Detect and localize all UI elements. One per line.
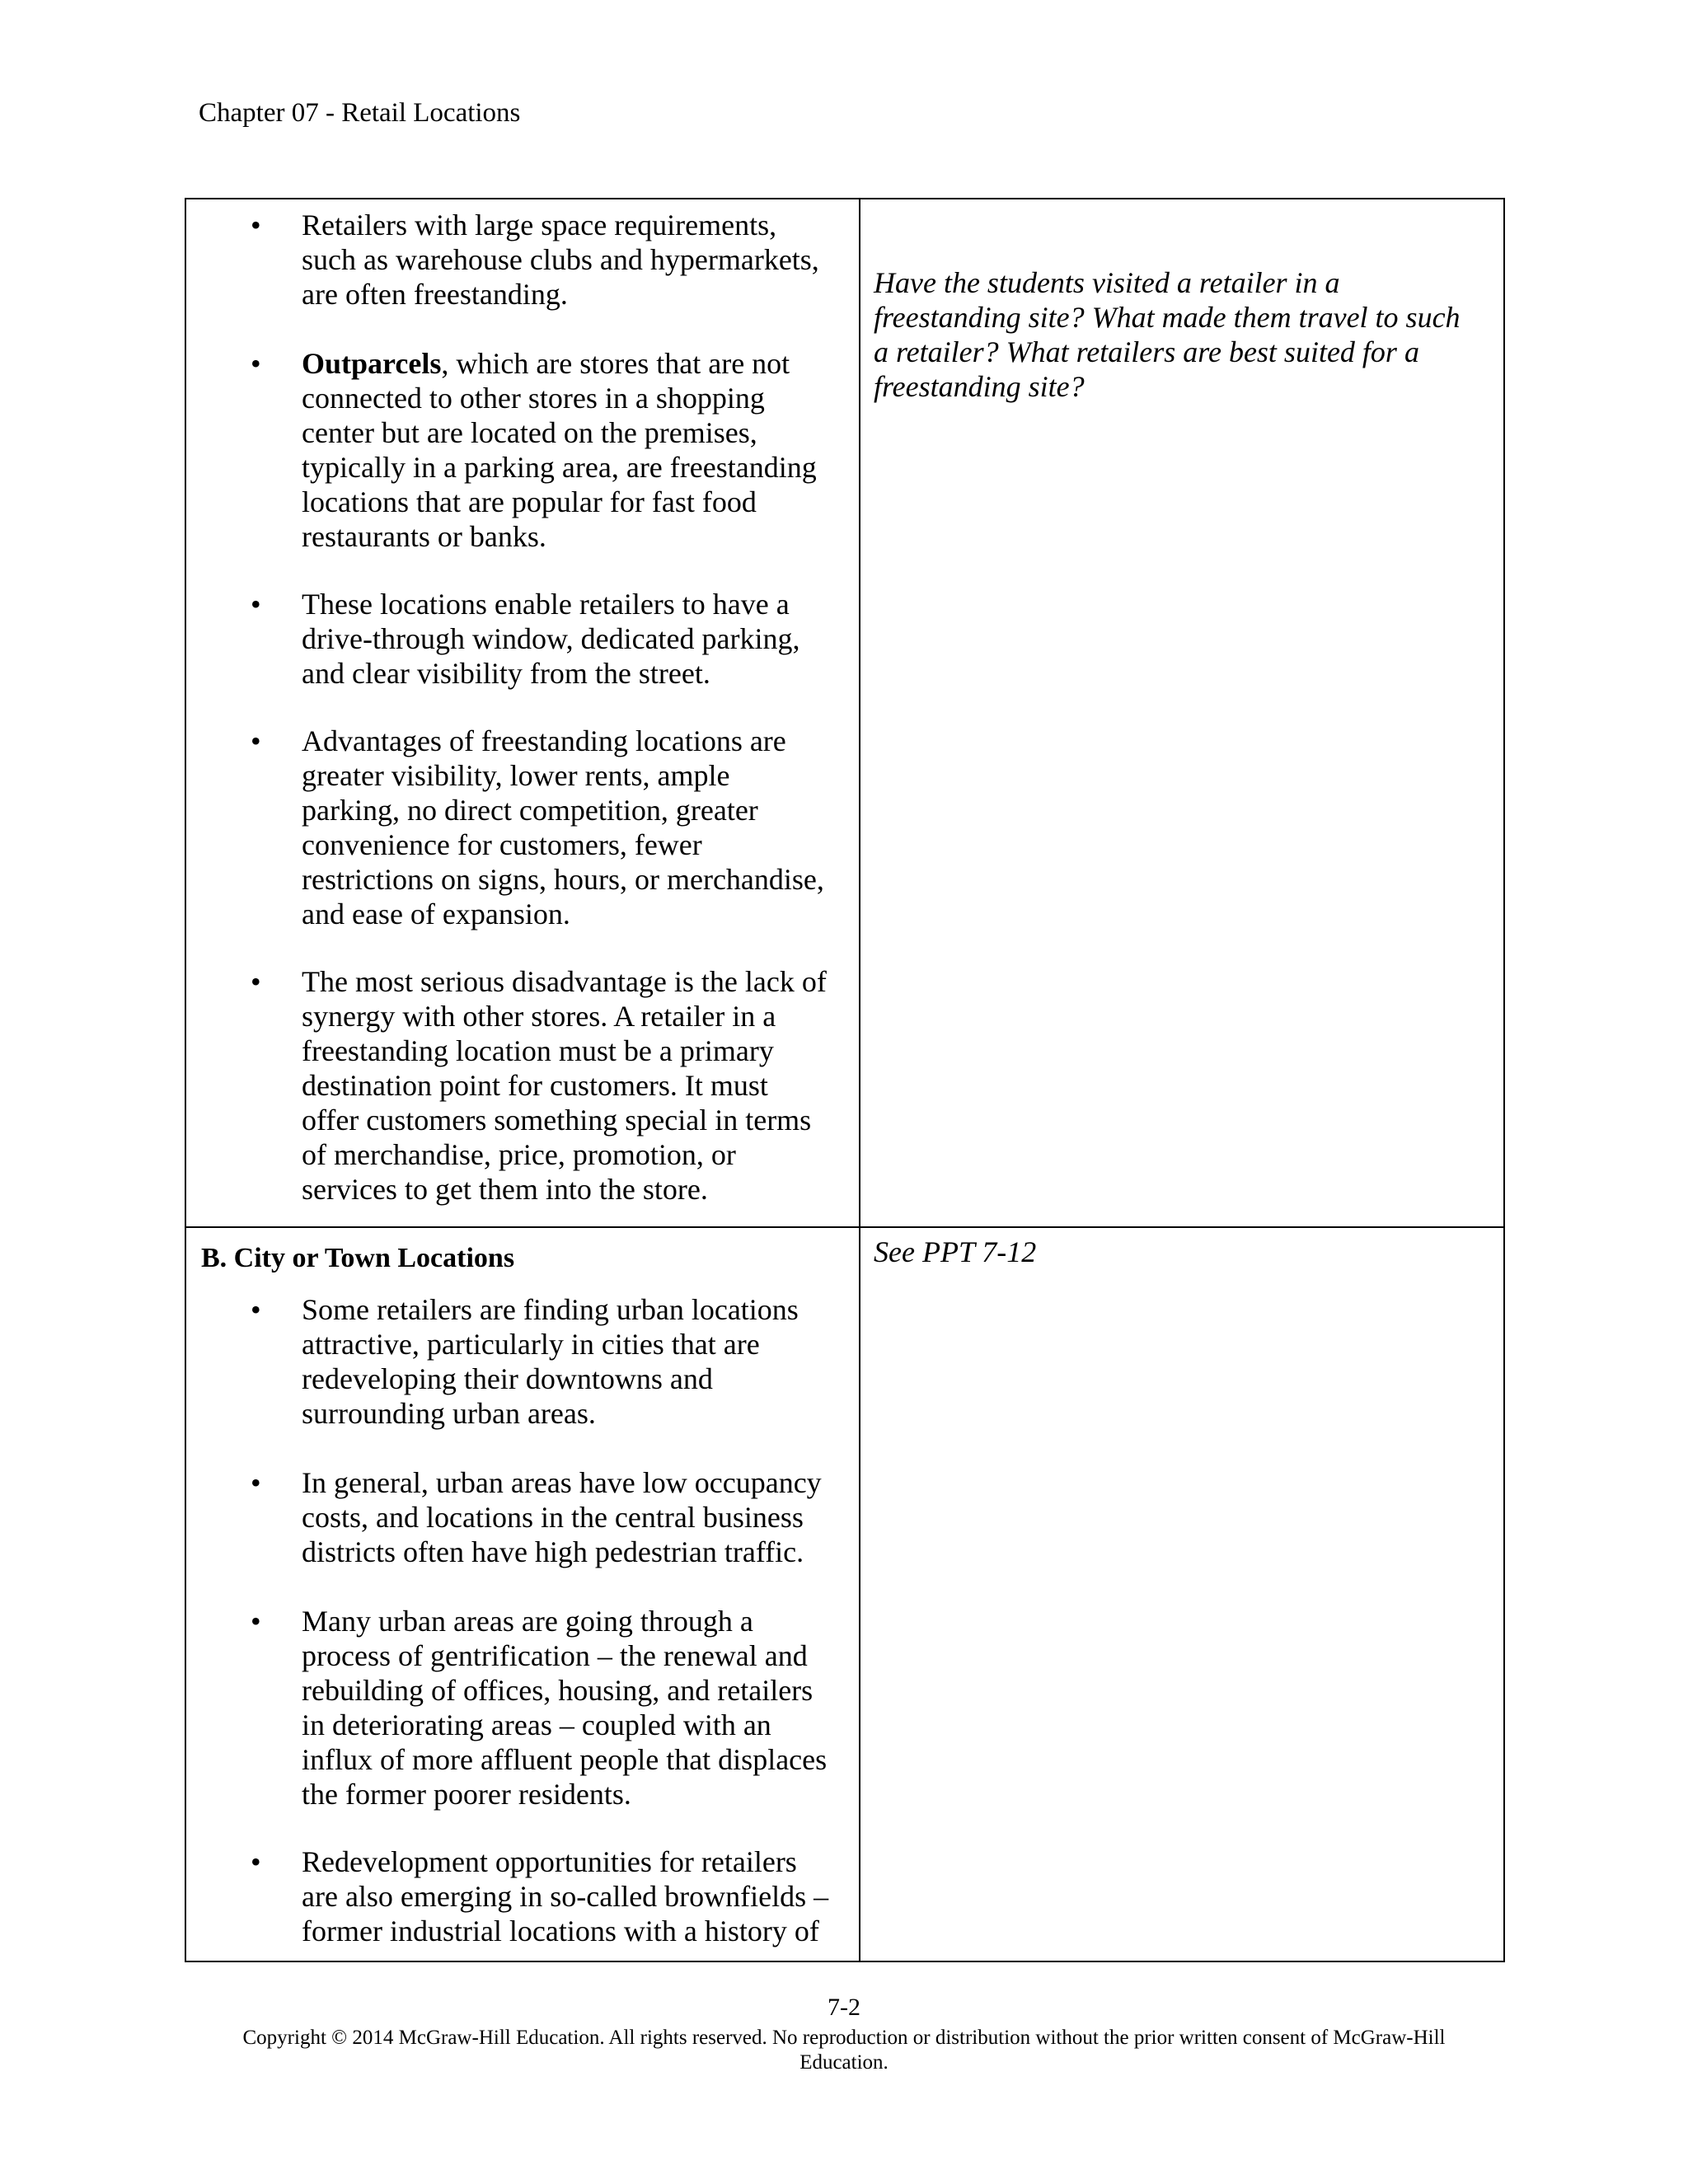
instructor-note: Have the students visited a retailer in a freestanding site? What made them travel to such a retailer? What retailers are best suited for a freestanding site? bbox=[874, 266, 1461, 403]
bullet-marker: • bbox=[251, 347, 261, 380]
list-item: The most serious disadvantage is the lack of synergy with other stores. A retailer in a freestanding location must be a primary destination point for customers. It must offer customers something special in terms of merchandise, price, promotion, or services to get them into the store. bbox=[302, 965, 827, 1206]
bullet-marker: • bbox=[251, 1466, 261, 1499]
list-item: In general, urban areas have low occupancy costs, and locations in the central business districts often have high pedestrian traffic. bbox=[302, 1466, 822, 1568]
bullet-marker: • bbox=[251, 724, 261, 757]
term-outparcels: Outparcels bbox=[302, 347, 442, 380]
ppt-reference: See PPT 7-12 bbox=[874, 1235, 1037, 1268]
bullet-marker: • bbox=[251, 1605, 261, 1638]
bullet-marker: • bbox=[251, 1293, 261, 1326]
bullet-marker: • bbox=[251, 209, 261, 241]
list-item: Retailers with large space requirements, such as warehouse clubs and hypermarkets, are often freestanding. bbox=[302, 209, 819, 311]
bullet-marker: • bbox=[251, 1845, 261, 1878]
list-item: Redevelopment opportunities for retailers are also emerging in so-called brownfields – former industrial locations with a history of bbox=[302, 1845, 829, 1947]
list-item: These locations enable retailers to have a drive-through window, dedicated parking, and clear visibility from the street. bbox=[302, 588, 800, 690]
section-heading: B. City or Town Locations bbox=[201, 1243, 515, 1273]
bullet-marker: • bbox=[251, 965, 261, 998]
row-divider bbox=[186, 1226, 1503, 1228]
content-table bbox=[185, 198, 1505, 1962]
list-item: Many urban areas are going through a process of gentrification – the renewal and rebuilding of offices, housing, and retailers in deteriorating areas – coupled with an influx of more affluent people that displaces the former poorer residents. bbox=[302, 1605, 828, 1811]
list-item: Outparcels, which are stores that are not connected to other stores in a shopping center but are located on the premises, typically in a parking area, are freestanding locations that are popular for fast food restaurants or banks. bbox=[302, 347, 817, 553]
bullet-marker: • bbox=[251, 588, 261, 621]
copyright-notice: Copyright © 2014 McGraw-Hill Education. All rights reserved. No reproduction or distribution without the prior written consent of McGraw-Hill Education. bbox=[242, 2027, 1446, 2074]
page-number: 7-2 bbox=[828, 1994, 860, 2021]
chapter-title: Chapter 07 - Retail Locations bbox=[199, 98, 521, 128]
list-item: Advantages of freestanding locations are greater visibility, lower rents, ample parking, no direct competition, greater convenience for customers, fewer restrictions on signs, hours, or merchandise, and ease of expansion. bbox=[302, 724, 824, 930]
list-item: Some retailers are finding urban locations attractive, particularly in cities that are redeveloping their downtowns and surrounding urban areas. bbox=[302, 1293, 799, 1430]
